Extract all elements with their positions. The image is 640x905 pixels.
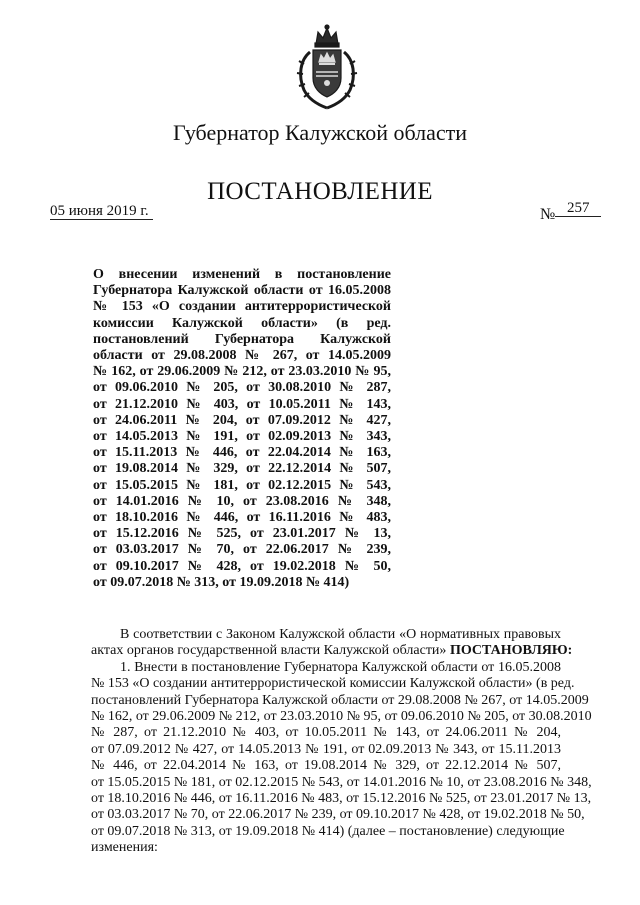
subject-line: области от 29.08.2008 № 267, от 14.05.2009 — [93, 348, 391, 364]
item-1-line: от 15.05.2015 № 181, от 02.12.2015 № 543, от 14.01.2016 № 10, от 23.08.2016 № 348, — [91, 774, 592, 790]
subject-line: Губернатора Калужской области от 16.05.2008 — [93, 283, 391, 299]
subject-line: от 19.08.2014 № 329, от 22.12.2014 № 507, — [93, 461, 391, 477]
subject-line: от 15.11.2013 № 446, от 22.04.2014 № 163, — [93, 445, 391, 461]
subject-line: от 14.01.2016 № 10, от 23.08.2016 № 348, — [93, 493, 391, 509]
document-type-title: ПОСТАНОВЛЕНИЕ — [207, 178, 433, 205]
subject-line: от 09.06.2010 № 205, от 30.08.2010 № 287, — [93, 380, 391, 396]
preamble-line-2 — [91, 643, 573, 659]
preamble-text: актах органов государственной власти Калужской области» — [91, 643, 447, 659]
item-1-line: постановлений Губернатора Калужской области от 29.08.2008 № 267, от 14.05.2009 — [91, 692, 589, 708]
item-1-line: от 18.10.2016 № 446, от 16.11.2016 № 483, от 15.12.2016 № 525, от 23.01.2017 № 13, — [91, 791, 592, 807]
number-sign: № — [540, 206, 556, 223]
subject-line: комиссии Калужской области» (в ред. — [93, 315, 391, 331]
subject-line: № 162, от 29.06.2009 № 212, от 23.03.2010 № 95, — [93, 364, 391, 380]
subject-line: № 153 «О создании антитеррористической — [93, 299, 391, 315]
coat-of-arms-icon — [294, 24, 360, 110]
decree-word: ПОСТАНОВЛЯЮ: — [449, 643, 573, 659]
item-1-line: № 446, от 22.04.2014 № 163, от 19.08.2014 № 329, от 22.12.2014 № 507, — [91, 758, 561, 774]
subject-line: О внесении изменений в постановление — [93, 267, 391, 282]
preamble-line: В соответствии с Законом Калужской области «О нормативных правовых — [120, 627, 561, 642]
subject-line: от 14.05.2013 № 191, от 02.09.2013 № 343, — [93, 429, 391, 445]
item-1-line: изменения: — [91, 840, 158, 856]
subject-line: от 15.05.2015 № 181, от 02.12.2015 № 543, — [93, 477, 391, 493]
subject-line: постановлений Губернатора Калужской — [93, 331, 391, 347]
document-number-field — [540, 200, 601, 224]
document-subject — [93, 267, 391, 591]
issuing-authority: Губернатор Калужской области — [172, 120, 468, 145]
document-number: 257 — [555, 200, 601, 217]
subject-line: от 09.07.2018 № 313, от 19.09.2018 № 414) — [93, 574, 350, 590]
item-1-line: № 287, от 21.12.2010 № 403, от 10.05.2011 № 143, от 24.06.2011 № 204, — [91, 725, 561, 741]
subject-line: от 18.10.2016 № 446, от 16.11.2016 № 483, — [93, 510, 391, 526]
item-1-line: от 07.09.2012 № 427, от 14.05.2013 № 191, от 02.09.2013 № 343, от 15.11.2013 — [91, 741, 561, 757]
item-1-line: от 03.03.2017 № 70, от 22.06.2017 № 239, от 09.10.2017 № 428, от 19.02.2018 № 50, — [91, 807, 585, 823]
document-body — [91, 627, 592, 857]
subject-line: от 03.03.2017 № 70, от 22.06.2017 № 239, — [93, 542, 391, 558]
subject-line: от 24.06.2011 № 204, от 07.09.2012 № 427, — [93, 412, 391, 428]
subject-line: от 09.10.2017 № 428, от 19.02.2018 № 50, — [93, 558, 391, 574]
subject-line: от 21.12.2010 № 403, от 10.05.2011 № 143, — [93, 396, 391, 412]
subject-line: от 15.12.2016 № 525, от 23.01.2017 № 13, — [93, 526, 391, 542]
document-date: 05 июня 2019 г. — [50, 203, 153, 220]
item-1-line: от 09.07.2018 № 313, от 19.09.2018 № 414) (далее – постановление) следующие — [91, 823, 565, 839]
item-1-line: № 162, от 29.06.2009 № 212, от 23.03.2010 № 95, от 09.06.2010 № 205, от 30.08.2010 — [91, 709, 592, 725]
item-1-line: № 153 «О создании антитеррористической комиссии Калужской области» (в ред. — [91, 676, 575, 692]
item-1-line: 1. Внести в постановление Губернатора Калужской области от 16.05.2008 — [120, 659, 561, 675]
